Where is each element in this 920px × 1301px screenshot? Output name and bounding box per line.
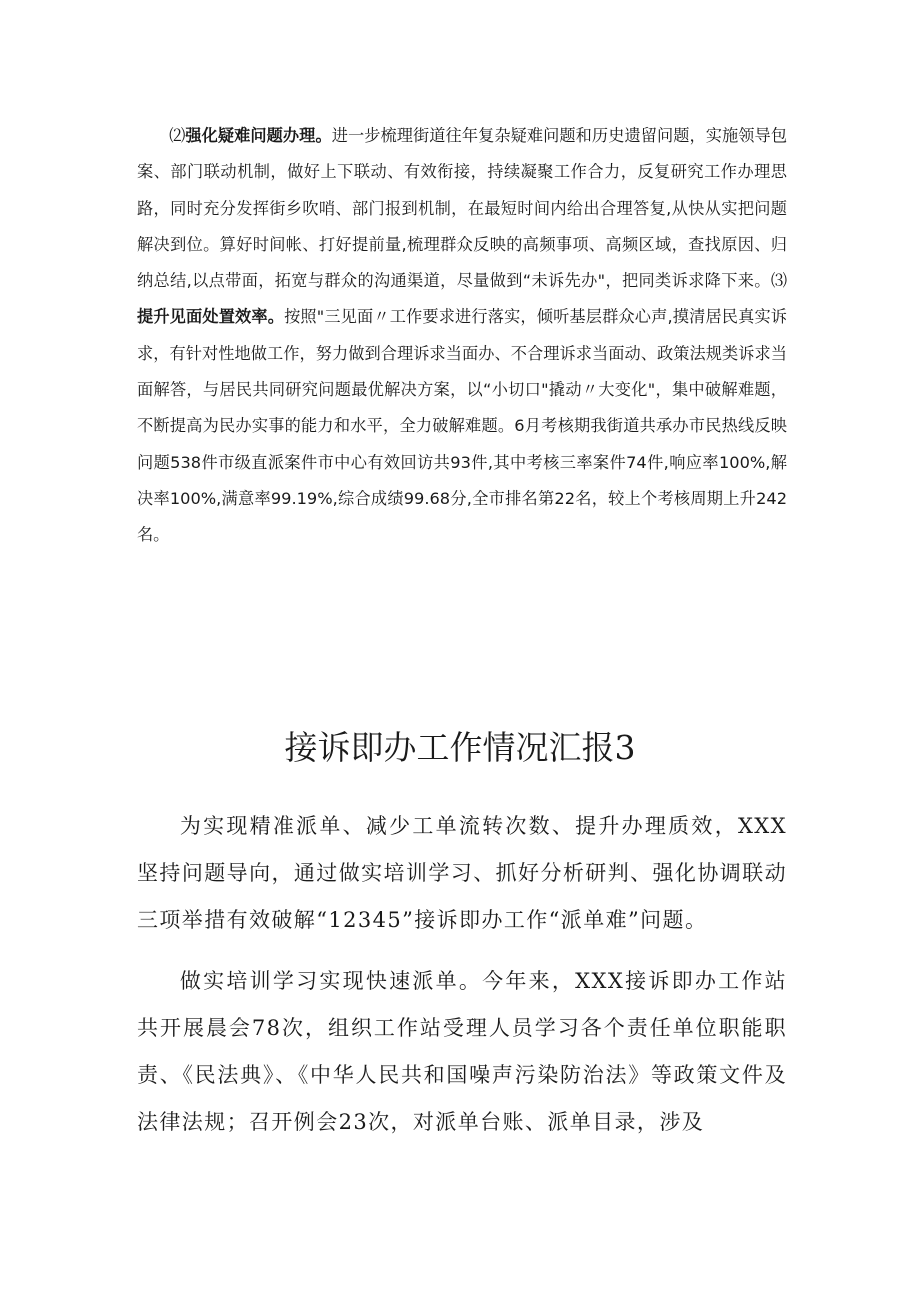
intro-paragraph <box>137 803 787 944</box>
training-text: 做实培训学习实现快速派单。今年来，XXX接诉即办工作站共开展晨会78次，组织工作站受理人员学习各个责任单位职能职责、《民法典》、《中华人民共和国噪声污染防治法》等政策文件及法律法规；召开例会23次，对派单台账、派单目录，涉及 <box>137 969 787 1134</box>
section-measures-paragraph <box>137 118 787 554</box>
item-2-heading: 强化疑难问题办理。 <box>185 126 332 145</box>
intro-text: 为实现精准派单、减少工单流转次数、提升办理质效，XXX坚持问题导向，通过做实培训学习、抓好分析研判、强化协调联动三项举措有效破解“12345”接诉即办工作“派单难”问题。 <box>137 814 787 932</box>
report-title: 接诉即办工作情况汇报3 <box>284 728 636 767</box>
item-3-body: 按照"三见面〃工作要求进行落实，倾听基层群众心声,摸清居民真实诉求，有针对性地做工作，努力做到合理诉求当面办、不合理诉求当面动、政策法规类诉求当面解答，与居民共同研究问题最优解决方案，以“小切口"撬动〃大变化"，集中破解难题，不断提高为民办实事的能力和水平，全力破解难题。6月考核期我街道共承办市民热线反映问题538件市级直派案件市中心有效回访共93件,其中考核三率案件74件,响应率100%,解决率100%,满意率99.19%,综合成绩99.68分,全市排名第22名，较上个考核周期上升242名。 <box>137 307 787 545</box>
training-paragraph <box>137 958 787 1146</box>
item-2-marker: ⑵ <box>169 126 186 145</box>
item-2-body: 进一步梳理街道往年复杂疑难问题和历史遗留问题，实施领导包案、部门联动机制，做好上下联动、有效衔接，持续凝聚工作合力，反复研究工作办理思路，同时充分发挥街乡吹哨、部门报到机制，在最短时间内给出合理答复,从快从实把问题解决到位。算好时间帐、打好提前量,梳理群众反映的高频事项、高频区域，查找原因、归纳总结,以点带面，拓宽与群众的沟通渠道，尽量做到“未诉先办"，把同类诉求降下来。 <box>137 126 788 291</box>
item-3-marker: ⑶ <box>770 271 787 291</box>
item-3-heading: 提升见面处置效率。 <box>137 307 285 327</box>
